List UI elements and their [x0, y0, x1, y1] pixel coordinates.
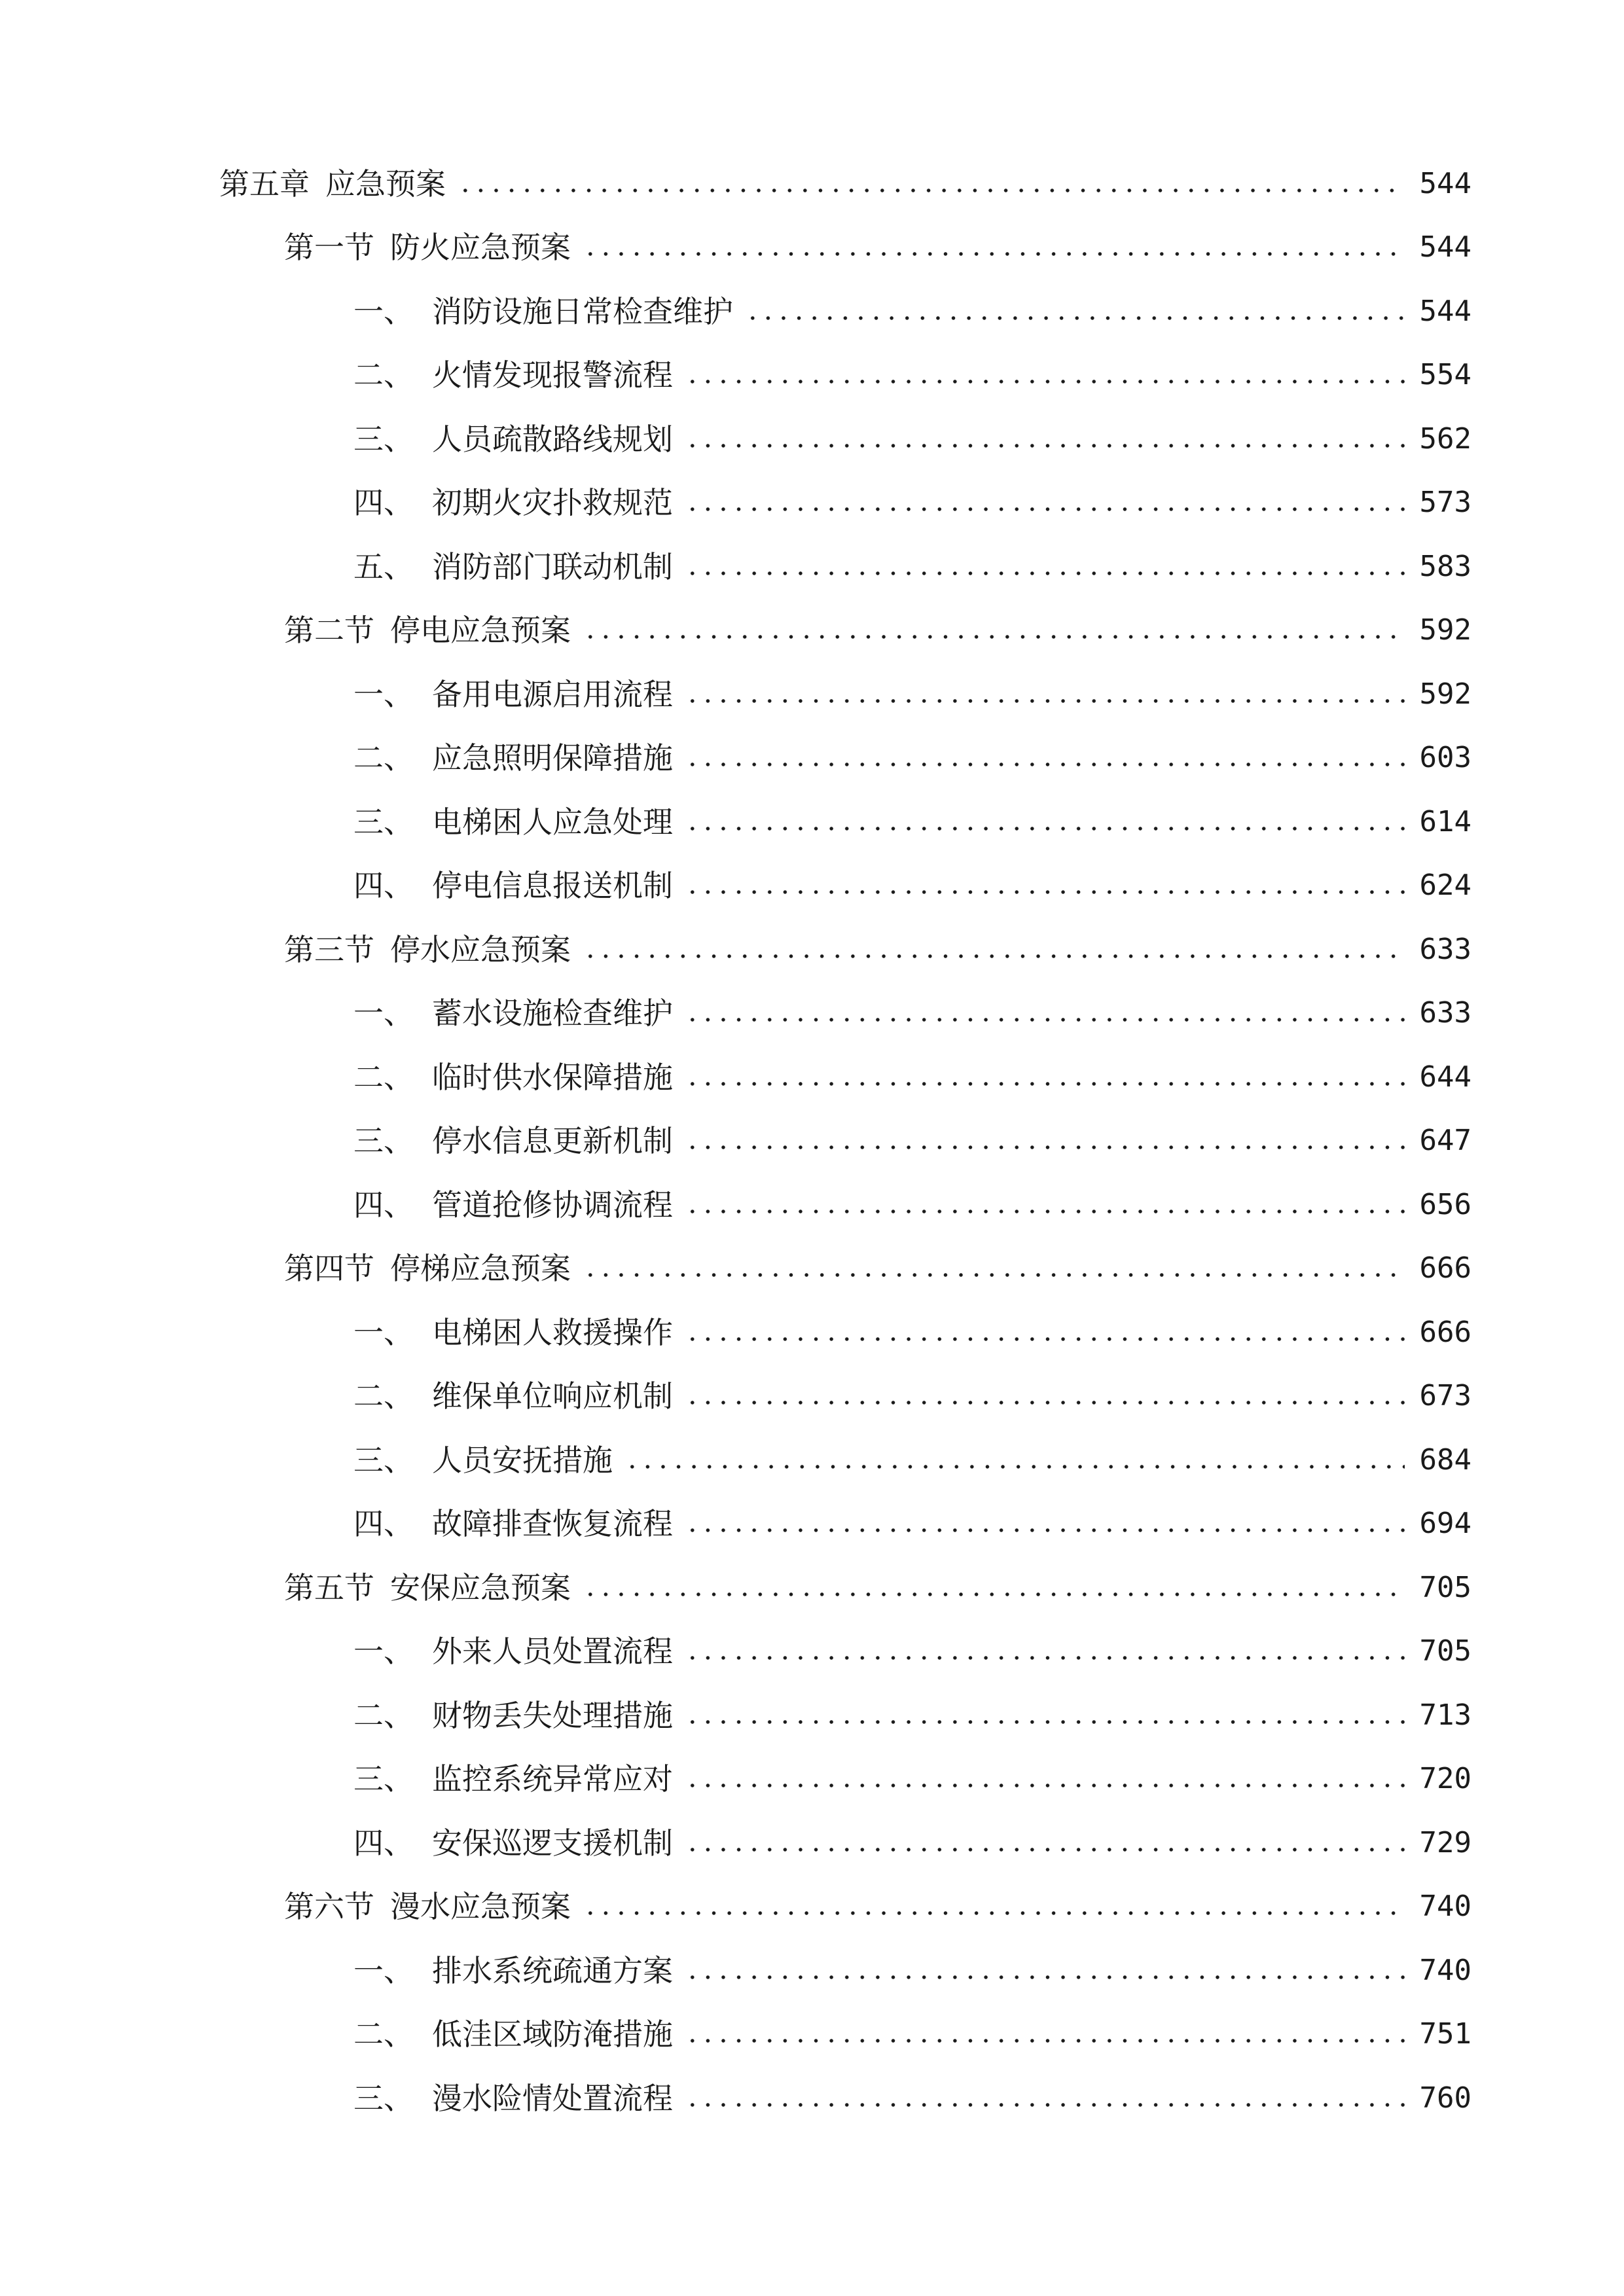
toc-entry-title: 蓄水设施检查维护 — [432, 996, 673, 1031]
toc-entry-label — [0, 2080, 673, 2116]
toc-entry-page-number: 729 — [1419, 1825, 1471, 1859]
toc-entry-label — [0, 230, 571, 266]
toc-entry-number: 五、 — [353, 548, 414, 584]
toc-entry-18[interactable] — [0, 1237, 1624, 1301]
toc-entry-label — [0, 676, 673, 712]
toc-entry-title: 电梯困人应急处理 — [432, 804, 673, 840]
toc-entry-page-number: 592 — [1419, 677, 1471, 711]
toc-entry-title: 消防设施日常检查维护 — [432, 293, 733, 329]
dot-leader — [685, 1205, 1405, 1218]
dot-leader — [685, 567, 1405, 580]
toc-entry-title: 漫水险情处置流程 — [432, 2080, 673, 2116]
dot-leader — [685, 1971, 1405, 1984]
toc-entry-number: 第五章 — [219, 166, 310, 202]
toc-entry-6[interactable] — [0, 471, 1624, 535]
toc-entry-number: 第一节 — [284, 230, 374, 266]
toc-entry-27[interactable] — [0, 1811, 1624, 1875]
toc-entry-label — [0, 421, 673, 457]
toc-entry-number: 第三节 — [284, 931, 374, 967]
toc-entry-page-number: 666 — [1419, 1251, 1471, 1285]
toc-entry-title: 外来人员处置流程 — [432, 1634, 673, 1670]
toc-entry-2[interactable] — [0, 216, 1624, 280]
toc-entry-page-number: 603 — [1419, 741, 1471, 775]
toc-entry-26[interactable] — [0, 1748, 1624, 1812]
dot-leader — [458, 184, 1405, 197]
toc-entry-page-number: 624 — [1419, 869, 1471, 903]
toc-entry-number: 一、 — [353, 1634, 414, 1670]
toc-entry-25[interactable] — [0, 1683, 1624, 1748]
toc-entry-label — [0, 1442, 613, 1478]
toc-entry-page-number: 573 — [1419, 486, 1471, 520]
toc-entry-19[interactable] — [0, 1300, 1624, 1365]
toc-entry-11[interactable] — [0, 790, 1624, 854]
toc-entry-number: 二、 — [353, 1378, 414, 1414]
dot-leader — [583, 950, 1405, 963]
dot-leader — [685, 1779, 1405, 1792]
toc-entry-page-number: 583 — [1419, 549, 1471, 583]
toc-entry-21[interactable] — [0, 1428, 1624, 1492]
toc-entry-number: 第二节 — [284, 613, 374, 649]
toc-entry-title: 电梯困人救援操作 — [432, 1314, 673, 1350]
toc-entry-title: 故障排查恢复流程 — [432, 1506, 673, 1542]
dot-leader — [745, 312, 1405, 325]
dot-leader — [583, 1588, 1405, 1601]
toc-entry-title: 停水信息更新机制 — [432, 1123, 673, 1159]
toc-entry-number: 四、 — [353, 1506, 414, 1542]
toc-entry-28[interactable] — [0, 1875, 1624, 1939]
toc-entry-label — [0, 1697, 673, 1733]
toc-entry-label — [0, 293, 733, 329]
dot-leader — [685, 1141, 1405, 1154]
toc-entry-title: 人员疏散路线规划 — [432, 421, 673, 457]
toc-entry-24[interactable] — [0, 1620, 1624, 1684]
toc-entry-number: 三、 — [353, 1442, 414, 1478]
toc-entry-title: 低洼区域防淹措施 — [432, 2017, 673, 2053]
toc-entry-page-number: 544 — [1419, 294, 1471, 328]
toc-entry-title: 排水系统疏通方案 — [432, 1952, 673, 1988]
toc-entry-label — [0, 1570, 571, 1605]
toc-entry-label — [0, 1761, 673, 1797]
toc-entry-31[interactable] — [0, 2066, 1624, 2130]
toc-entry-8[interactable] — [0, 599, 1624, 663]
toc-entry-14[interactable] — [0, 982, 1624, 1046]
toc-entry-number: 二、 — [353, 740, 414, 776]
table-of-contents — [0, 152, 1624, 2130]
toc-entry-label — [0, 166, 446, 202]
toc-entry-label — [0, 613, 571, 649]
toc-entry-label — [0, 2017, 673, 2053]
toc-entry-4[interactable] — [0, 344, 1624, 408]
toc-entry-label — [0, 357, 673, 393]
toc-entry-title: 火情发现报警流程 — [432, 357, 673, 393]
toc-entry-label — [0, 1187, 673, 1223]
toc-entry-number: 第六节 — [284, 1889, 374, 1925]
toc-entry-number: 二、 — [353, 1697, 414, 1733]
toc-entry-label — [0, 485, 673, 521]
toc-entry-13[interactable] — [0, 918, 1624, 982]
toc-entry-7[interactable] — [0, 535, 1624, 599]
toc-entry-17[interactable] — [0, 1173, 1624, 1237]
toc-entry-12[interactable] — [0, 854, 1624, 918]
toc-entry-label — [0, 1889, 571, 1925]
dot-leader — [685, 1396, 1405, 1409]
toc-entry-title: 初期火灾扑救规范 — [432, 485, 673, 521]
toc-entry-30[interactable] — [0, 2003, 1624, 2067]
toc-entry-title: 停电信息报送机制 — [432, 868, 673, 904]
dot-leader — [583, 630, 1405, 643]
toc-entry-page-number: 751 — [1419, 2017, 1471, 2051]
toc-entry-10[interactable] — [0, 726, 1624, 791]
toc-entry-number: 三、 — [353, 804, 414, 840]
toc-entry-page-number: 705 — [1419, 1634, 1471, 1668]
toc-entry-5[interactable] — [0, 407, 1624, 471]
dot-leader — [685, 886, 1405, 899]
toc-entry-page-number: 705 — [1419, 1570, 1471, 1604]
dot-leader — [685, 1524, 1405, 1537]
toc-entry-title: 停水应急预案 — [390, 931, 571, 967]
toc-entry-title: 安保巡逻支援机制 — [432, 1825, 673, 1861]
toc-entry-label — [0, 996, 673, 1031]
toc-entry-page-number: 694 — [1419, 1507, 1471, 1541]
toc-entry-number: 一、 — [353, 293, 414, 329]
toc-entry-title: 停梯应急预案 — [390, 1251, 571, 1287]
toc-entry-page-number: 740 — [1419, 1890, 1471, 1924]
toc-entry-title: 应急预案 — [325, 166, 446, 202]
toc-entry-number: 第五节 — [284, 1570, 374, 1605]
toc-entry-number: 二、 — [353, 1059, 414, 1095]
toc-entry-title: 防火应急预案 — [390, 230, 571, 266]
toc-entry-page-number: 592 — [1419, 613, 1471, 647]
toc-entry-page-number: 633 — [1419, 996, 1471, 1030]
toc-entry-title: 监控系统异常应对 — [432, 1761, 673, 1797]
toc-entry-page-number: 554 — [1419, 358, 1471, 392]
toc-entry-page-number: 644 — [1419, 1060, 1471, 1094]
toc-entry-title: 管道抢修协调流程 — [432, 1187, 673, 1223]
toc-entry-page-number: 633 — [1419, 932, 1471, 966]
dot-leader — [583, 1907, 1405, 1920]
toc-entry-page-number: 673 — [1419, 1379, 1471, 1413]
toc-entry-page-number: 544 — [1419, 230, 1471, 264]
toc-entry-title: 停电应急预案 — [390, 613, 571, 649]
toc-entry-page-number: 720 — [1419, 1762, 1471, 1796]
toc-entry-page-number: 647 — [1419, 1124, 1471, 1158]
toc-entry-number: 三、 — [353, 1123, 414, 1159]
dot-leader — [685, 1333, 1405, 1346]
toc-entry-label — [0, 1314, 673, 1350]
toc-entry-number: 四、 — [353, 868, 414, 904]
toc-entry-15[interactable] — [0, 1045, 1624, 1109]
toc-entry-number: 一、 — [353, 996, 414, 1031]
toc-entry-title: 消防部门联动机制 — [432, 548, 673, 584]
toc-entry-title: 财物丢失处理措施 — [432, 1697, 673, 1733]
toc-entry-label — [0, 1952, 673, 1988]
toc-entry-label — [0, 1059, 673, 1095]
toc-entry-29[interactable] — [0, 1939, 1624, 2003]
toc-entry-label — [0, 804, 673, 840]
dot-leader — [685, 375, 1405, 388]
toc-entry-3[interactable] — [0, 279, 1624, 344]
dot-leader — [685, 1843, 1405, 1856]
toc-entry-label — [0, 1825, 673, 1861]
dot-leader — [685, 2034, 1405, 2047]
toc-entry-number: 二、 — [353, 2017, 414, 2053]
dot-leader — [685, 822, 1405, 835]
toc-entry-label — [0, 931, 571, 967]
toc-entry-20[interactable] — [0, 1365, 1624, 1429]
toc-entry-16[interactable] — [0, 1109, 1624, 1174]
dot-leader — [583, 1268, 1405, 1282]
toc-entry-23[interactable] — [0, 1556, 1624, 1620]
toc-entry-page-number: 740 — [1419, 1953, 1471, 1987]
toc-entry-title: 安保应急预案 — [390, 1570, 571, 1605]
toc-entry-number: 二、 — [353, 357, 414, 393]
toc-entry-label — [0, 1506, 673, 1542]
toc-entry-number: 一、 — [353, 1314, 414, 1350]
toc-entry-title: 人员安抚措施 — [432, 1442, 613, 1478]
toc-entry-number: 第四节 — [284, 1251, 374, 1287]
toc-entry-page-number: 760 — [1419, 2081, 1471, 2115]
toc-entry-label — [0, 868, 673, 904]
toc-entry-label — [0, 1251, 571, 1287]
toc-entry-page-number: 684 — [1419, 1443, 1471, 1477]
toc-entry-number: 三、 — [353, 1761, 414, 1797]
dot-leader — [685, 439, 1405, 452]
toc-entry-label — [0, 1634, 673, 1670]
toc-entry-page-number: 614 — [1419, 804, 1471, 838]
toc-entry-label — [0, 548, 673, 584]
dot-leader — [685, 694, 1405, 708]
dot-leader — [685, 1077, 1405, 1090]
toc-entry-label — [0, 740, 673, 776]
toc-entry-page-number: 666 — [1419, 1315, 1471, 1349]
dot-leader — [624, 1460, 1405, 1473]
toc-entry-number: 三、 — [353, 421, 414, 457]
toc-entry-title: 临时供水保障措施 — [432, 1059, 673, 1095]
toc-entry-page-number: 562 — [1419, 422, 1471, 456]
dot-leader — [685, 2098, 1405, 2111]
toc-entry-number: 三、 — [353, 2080, 414, 2116]
dot-leader — [685, 1715, 1405, 1729]
toc-entry-page-number: 656 — [1419, 1187, 1471, 1221]
toc-entry-label — [0, 1123, 673, 1159]
dot-leader — [685, 1651, 1405, 1664]
dot-leader — [685, 1013, 1405, 1026]
toc-entry-number: 四、 — [353, 1187, 414, 1223]
toc-entry-number: 四、 — [353, 1825, 414, 1861]
toc-entry-number: 一、 — [353, 676, 414, 712]
toc-entry-22[interactable] — [0, 1492, 1624, 1556]
toc-entry-page-number: 544 — [1419, 166, 1471, 200]
toc-entry-title: 维保单位响应机制 — [432, 1378, 673, 1414]
toc-entry-page-number: 713 — [1419, 1698, 1471, 1732]
toc-entry-1[interactable] — [0, 152, 1624, 216]
toc-entry-9[interactable] — [0, 662, 1624, 726]
toc-entry-number: 一、 — [353, 1952, 414, 1988]
toc-entry-title: 备用电源启用流程 — [432, 676, 673, 712]
toc-entry-number: 四、 — [353, 485, 414, 521]
toc-entry-title: 漫水应急预案 — [390, 1889, 571, 1925]
toc-entry-label — [0, 1378, 673, 1414]
dot-leader — [583, 247, 1405, 260]
toc-entry-title: 应急照明保障措施 — [432, 740, 673, 776]
dot-leader — [685, 758, 1405, 771]
dot-leader — [685, 503, 1405, 516]
